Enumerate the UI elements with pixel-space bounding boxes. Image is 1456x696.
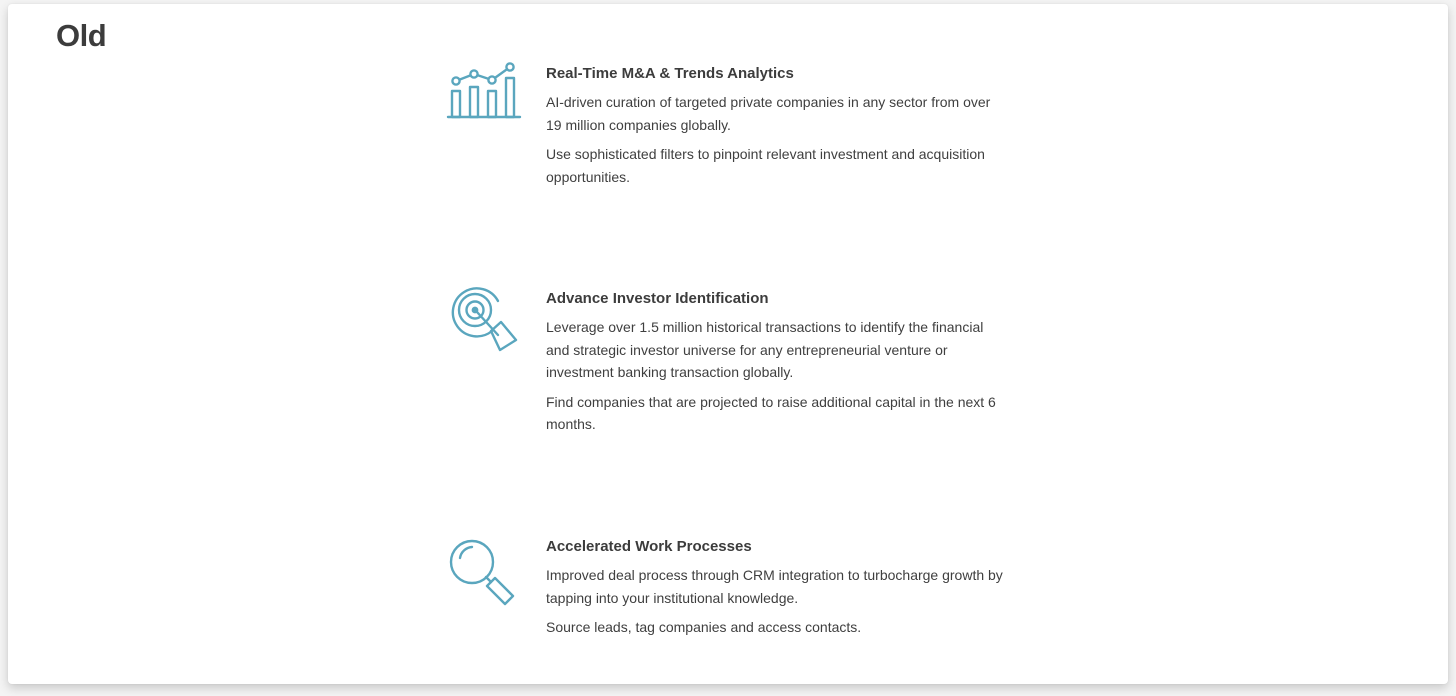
feature-heading: Advance Investor Identification <box>546 290 769 307</box>
feature-heading: Real-Time M&A & Trends Analytics <box>546 65 794 82</box>
feature-description: Improved deal process through CRM integration to turbocharge growth by tapping into your institutional knowledge. <box>546 567 1003 606</box>
feature-description: Find companies that are projected to raise additional capital in the next 6 months. <box>546 393 996 432</box>
feature-description: Source leads, tag companies and access contacts. <box>546 619 862 635</box>
feature-description: AI-driven curation of targeted private companies in any sector from over 19 million companies globally. <box>546 94 991 133</box>
page-title: Old <box>56 18 107 53</box>
magnifier-icon <box>446 537 522 613</box>
content-card <box>8 4 1448 684</box>
feature-heading: Accelerated Work Processes <box>546 538 752 555</box>
feature-description: Use sophisticated filters to pinpoint relevant investment and acquisition opportunities. <box>546 146 985 185</box>
feature-description: Leverage over 1.5 million historical transactions to identify the financial and strategic investor universe for any entrepreneurial venture or investment banking transaction globally. <box>546 319 984 380</box>
bar-chart-trend-icon <box>446 60 522 136</box>
target-arrow-icon <box>446 283 522 359</box>
